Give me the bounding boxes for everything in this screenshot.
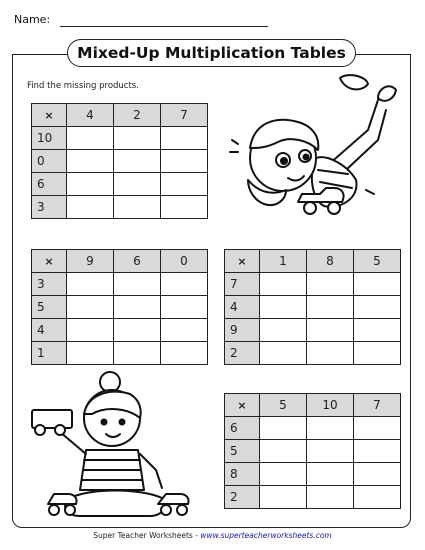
answer-cell[interactable] [67, 196, 114, 219]
answer-cell[interactable] [114, 273, 161, 296]
answer-cell[interactable] [260, 417, 307, 440]
answer-cell[interactable] [354, 342, 401, 365]
answer-cell[interactable] [354, 273, 401, 296]
answer-cell[interactable] [67, 173, 114, 196]
answer-cell[interactable] [307, 463, 354, 486]
footer-brand: Super Teacher Worksheets [93, 531, 193, 540]
times-symbol: × [32, 250, 67, 273]
row-header: 2 [225, 486, 260, 509]
answer-cell[interactable] [114, 319, 161, 342]
girl-with-toy-train-illustration [30, 370, 200, 525]
answer-cell[interactable] [114, 150, 161, 173]
row-header: 4 [32, 319, 67, 342]
column-header: 7 [161, 104, 208, 127]
instructions: Find the missing products. [27, 81, 139, 91]
row-header: 8 [225, 463, 260, 486]
answer-cell[interactable] [114, 196, 161, 219]
column-header: 2 [114, 104, 161, 127]
answer-cell[interactable] [114, 296, 161, 319]
answer-cell[interactable] [114, 342, 161, 365]
column-header: 9 [67, 250, 114, 273]
answer-cell[interactable] [354, 486, 401, 509]
answer-cell[interactable] [307, 440, 354, 463]
column-header: 10 [307, 394, 354, 417]
answer-cell[interactable] [307, 296, 354, 319]
multiplication-table-2 [31, 249, 208, 365]
answer-cell[interactable] [354, 417, 401, 440]
row-header: 6 [225, 417, 260, 440]
footer-separator: - [192, 531, 201, 540]
row-header: 7 [225, 273, 260, 296]
times-symbol: × [225, 394, 260, 417]
boy-with-toy-car-illustration [228, 70, 398, 240]
answer-cell[interactable] [260, 319, 307, 342]
row-header: 3 [32, 196, 67, 219]
column-header: 1 [260, 250, 307, 273]
answer-cell[interactable] [161, 319, 208, 342]
row-header: 5 [225, 440, 260, 463]
footer [0, 531, 425, 540]
answer-cell[interactable] [67, 127, 114, 150]
multiplication-table-4 [224, 393, 401, 509]
column-header: 0 [161, 250, 208, 273]
answer-cell[interactable] [260, 342, 307, 365]
answer-cell[interactable] [307, 319, 354, 342]
answer-cell[interactable] [260, 440, 307, 463]
times-symbol: × [32, 104, 67, 127]
row-header: 6 [32, 173, 67, 196]
answer-cell[interactable] [161, 127, 208, 150]
answer-cell[interactable] [260, 463, 307, 486]
column-header: 5 [260, 394, 307, 417]
answer-cell[interactable] [161, 196, 208, 219]
answer-cell[interactable] [67, 342, 114, 365]
answer-cell[interactable] [114, 127, 161, 150]
column-header: 5 [354, 250, 401, 273]
answer-cell[interactable] [354, 463, 401, 486]
row-header: 9 [225, 319, 260, 342]
answer-cell[interactable] [307, 273, 354, 296]
times-symbol: × [225, 250, 260, 273]
answer-cell[interactable] [161, 296, 208, 319]
name-label: Name: [14, 13, 51, 26]
page-title: Mixed-Up Multiplication Tables [67, 39, 356, 67]
row-header: 0 [32, 150, 67, 173]
answer-cell[interactable] [67, 273, 114, 296]
answer-cell[interactable] [307, 486, 354, 509]
answer-cell[interactable] [307, 417, 354, 440]
answer-cell[interactable] [307, 342, 354, 365]
answer-cell[interactable] [161, 173, 208, 196]
answer-cell[interactable] [354, 296, 401, 319]
row-header: 5 [32, 296, 67, 319]
row-header: 4 [225, 296, 260, 319]
answer-cell[interactable] [260, 296, 307, 319]
footer-url-link[interactable]: www.superteacherworksheets.com [200, 531, 332, 540]
row-header: 10 [32, 127, 67, 150]
column-header: 7 [354, 394, 401, 417]
row-header: 2 [225, 342, 260, 365]
multiplication-table-1 [31, 103, 208, 219]
name-line[interactable] [60, 26, 268, 27]
row-header: 3 [32, 273, 67, 296]
answer-cell[interactable] [260, 273, 307, 296]
answer-cell[interactable] [354, 319, 401, 342]
answer-cell[interactable] [260, 486, 307, 509]
row-header: 1 [32, 342, 67, 365]
answer-cell[interactable] [161, 273, 208, 296]
answer-cell[interactable] [161, 150, 208, 173]
answer-cell[interactable] [161, 342, 208, 365]
column-header: 8 [307, 250, 354, 273]
answer-cell[interactable] [354, 440, 401, 463]
answer-cell[interactable] [114, 173, 161, 196]
answer-cell[interactable] [67, 150, 114, 173]
answer-cell[interactable] [67, 319, 114, 342]
column-header: 6 [114, 250, 161, 273]
multiplication-table-3 [224, 249, 401, 365]
column-header: 4 [67, 104, 114, 127]
answer-cell[interactable] [67, 296, 114, 319]
